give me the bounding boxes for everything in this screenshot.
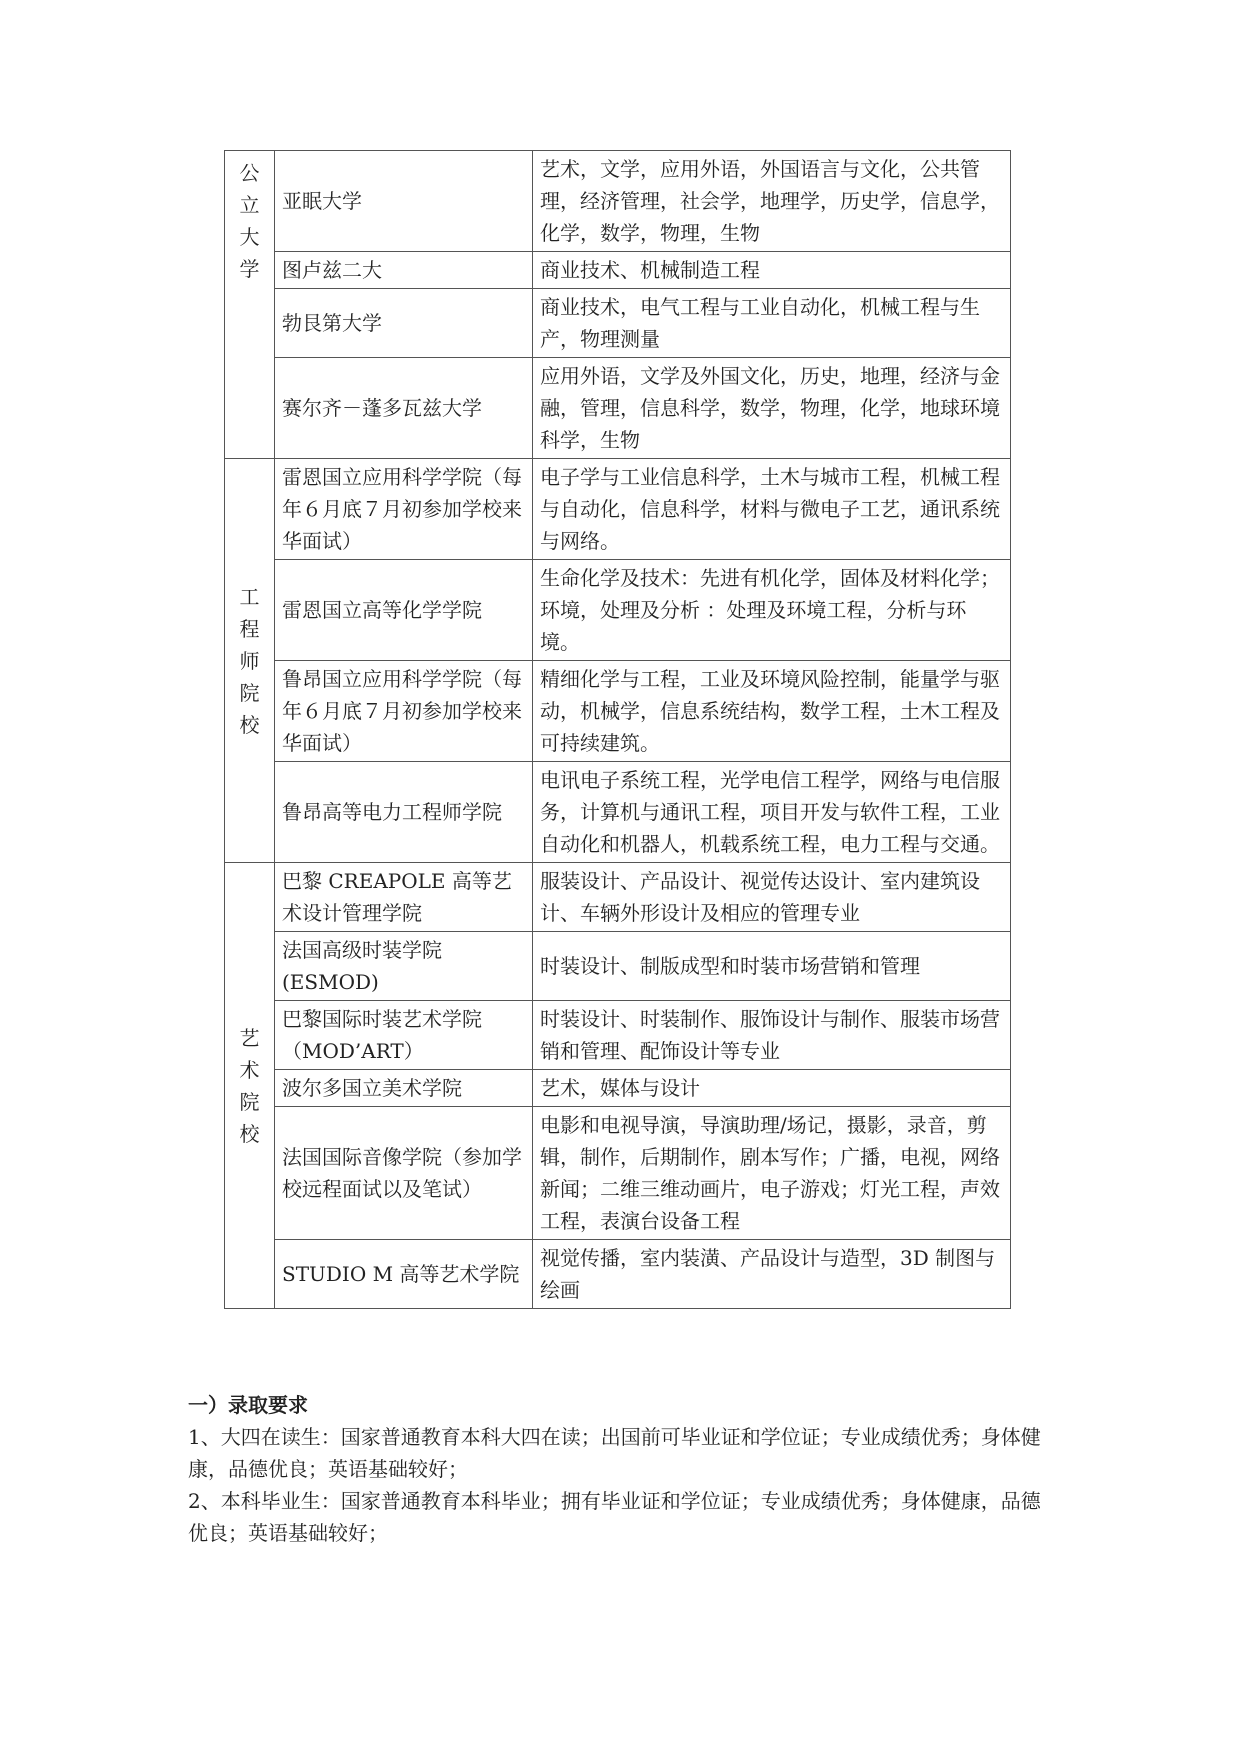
school-cell: 法国国际音像学院（参加学校远程面试以及笔试） [275, 1107, 533, 1240]
school-cell: 鲁昂国立应用科学学院（每年６月底７月初参加学校来华面试） [275, 661, 533, 762]
category-char: 校 [239, 1121, 260, 1146]
majors-cell: 生命化学及技术：先进有机化学，固体及材料化学； 环境，处理及分析 ：处理及环境工程，分析与环境。 [533, 560, 1011, 661]
category-cell [225, 863, 275, 1309]
table-row [225, 1070, 1011, 1107]
category-char: 立 [239, 193, 260, 217]
school-cell: 鲁昂高等电力工程师学院 [275, 762, 533, 863]
school-cell: 巴黎国际时装艺术学院（MOD’ART） [275, 1001, 533, 1070]
majors-cell: 应用外语，文学及外国文化，历史，地理，经济与金融，管理，信息科学，数学，物理，化学，地球环境科学，生物 [533, 358, 1011, 459]
table-row [225, 358, 1011, 459]
category-char: 术 [239, 1057, 260, 1082]
majors-cell: 时装设计、时装制作、服饰设计与制作、服装市场营销和管理、配饰设计等专业 [533, 1001, 1011, 1070]
school-table [224, 150, 1011, 1309]
school-cell: 赛尔齐－蓬多瓦兹大学 [275, 358, 533, 459]
school-cell: 亚眠大学 [275, 151, 533, 252]
majors-cell: 艺术，媒体与设计 [533, 1070, 1011, 1107]
majors-cell: 服装设计、产品设计、视觉传达设计、室内建筑设计、车辆外形设计及相应的管理专业 [533, 863, 1011, 932]
table-row [225, 289, 1011, 358]
school-cell: 法国高级时装学院(ESMOD) [275, 932, 533, 1001]
category-char: 艺 [239, 1025, 260, 1050]
school-cell: STUDIO M 高等艺术学院 [275, 1240, 533, 1309]
school-cell: 巴黎 CREAPOLE 高等艺术设计管理学院 [275, 863, 533, 932]
admission-section [188, 1389, 1058, 1549]
category-cell [225, 459, 275, 863]
table-row [225, 1107, 1011, 1240]
table-row [225, 1001, 1011, 1070]
category-cell [225, 151, 275, 459]
school-cell: 雷恩国立应用科学学院（每年６月底７月初参加学校来华面试） [275, 459, 533, 560]
category-label [232, 581, 267, 741]
table-row [225, 459, 1011, 560]
section-heading: 一）录取要求 [188, 1393, 308, 1417]
category-char: 学 [239, 257, 260, 281]
school-cell: 图卢兹二大 [275, 252, 533, 289]
majors-cell: 精细化学与工程，工业及环境风险控制，能量学与驱动，机械学，信息系统结构，数学工程，土木工程及可持续建筑。 [533, 661, 1011, 762]
table-row [225, 762, 1011, 863]
requirement-item: 2、本科毕业生：国家普通教育本科毕业；拥有毕业证和学位证；专业成绩优秀；身体健康，品德优良；英语基础较好； [188, 1489, 1041, 1545]
majors-cell: 电讯电子系统工程，光学电信工程学，网络与电信服务，计算机与通讯工程，项目开发与软件工程，工业自动化和机器人，机载系统工程，电力工程与交通。 [533, 762, 1011, 863]
majors-cell: 商业技术、机械制造工程 [533, 252, 1011, 289]
category-char: 师 [239, 648, 260, 673]
category-label [232, 1022, 267, 1150]
majors-cell: 视觉传播，室内装潢、产品设计与造型，3D 制图与绘画 [533, 1240, 1011, 1309]
category-label [232, 157, 267, 285]
table-row [225, 932, 1011, 1001]
school-cell: 雷恩国立高等化学学院 [275, 560, 533, 661]
category-char: 大 [239, 225, 260, 249]
table-row [225, 863, 1011, 932]
school-cell: 波尔多国立美术学院 [275, 1070, 533, 1107]
majors-cell: 商业技术，电气工程与工业自动化，机械工程与生产，物理测量 [533, 289, 1011, 358]
school-cell: 勃艮第大学 [275, 289, 533, 358]
table-row [225, 661, 1011, 762]
table-row [225, 252, 1011, 289]
table-row [225, 560, 1011, 661]
majors-cell: 时装设计、制版成型和时装市场营销和管理 [533, 932, 1011, 1001]
category-char: 院 [239, 680, 260, 705]
requirement-item: 1、大四在读生：国家普通教育本科大四在读；出国前可毕业证和学位证；专业成绩优秀；身体健康，品德优良；英语基础较好； [188, 1425, 1041, 1481]
category-char: 工 [239, 584, 260, 609]
category-char: 院 [239, 1089, 260, 1114]
category-char: 公 [239, 161, 260, 185]
majors-cell: 艺术，文学，应用外语，外国语言与文化，公共管理，经济管理，社会学，地理学，历史学，信息学，化学，数学，物理，生物 [533, 151, 1011, 252]
table-row [225, 151, 1011, 252]
category-char: 程 [239, 616, 260, 641]
majors-cell: 电影和电视导演，导演助理/场记，摄影，录音，剪辑，制作，后期制作，剧本写作；广播，电视，网络新闻；二维三维动画片，电子游戏；灯光工程，声效工程，表演台设备工程 [533, 1107, 1011, 1240]
majors-cell: 电子学与工业信息科学，土木与城市工程，机械工程与自动化，信息科学，材料与微电子工艺，通讯系统与网络。 [533, 459, 1011, 560]
category-char: 校 [239, 712, 260, 737]
table-row [225, 1240, 1011, 1309]
